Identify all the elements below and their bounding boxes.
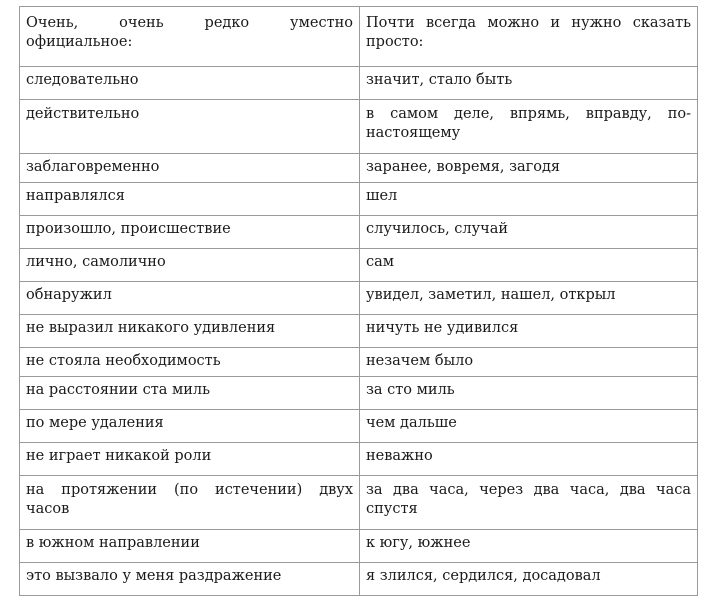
official-cell-line2: часов: [26, 501, 70, 517]
official-cell: лично, самолично: [20, 249, 360, 282]
table-row: [20, 348, 698, 377]
table-row: [20, 183, 698, 216]
table-row: [20, 249, 698, 282]
simple-cell: шел: [360, 183, 698, 216]
simple-cell: заранее, вовремя, загодя: [360, 154, 698, 183]
simple-cell: ничуть не удивился: [360, 315, 698, 348]
official-cell: следовательно: [20, 67, 360, 100]
header-simple-cell: [360, 7, 698, 67]
table-row: [20, 410, 698, 443]
official-cell: не стояла необходимость: [20, 348, 360, 377]
official-cell: заблаговременно: [20, 154, 360, 183]
header-official-cell: [20, 7, 360, 67]
simple-cell: [360, 100, 698, 154]
simple-cell-line2: настоящему: [366, 125, 461, 141]
official-cell: это вызвало у меня раздражение: [20, 563, 360, 596]
table-row: [20, 443, 698, 476]
simple-cell: незачем было: [360, 348, 698, 377]
header-official-line1: Очень, очень редко уместно: [26, 15, 353, 31]
official-cell-line1: на протяжении (по истечении) двух: [26, 482, 353, 498]
simple-cell-line1: в самом деле, впрямь, вправду, по-: [366, 106, 691, 122]
header-simple-line2: просто:: [366, 34, 424, 50]
table-row: [20, 563, 698, 596]
header-official-line2: официальное:: [26, 34, 133, 50]
table-row: [20, 530, 698, 563]
simple-cell: [360, 476, 698, 530]
simple-cell-line2: спустя: [366, 501, 418, 517]
simple-cell: случилось, случай: [360, 216, 698, 249]
official-cell: действительно: [20, 100, 360, 154]
official-cell: в южном направлении: [20, 530, 360, 563]
simple-cell: за сто миль: [360, 377, 698, 410]
table-row: [20, 476, 698, 530]
simple-cell: значит, стало быть: [360, 67, 698, 100]
simple-cell: к югу, южнее: [360, 530, 698, 563]
table-row: [20, 377, 698, 410]
official-cell: не играет никакой роли: [20, 443, 360, 476]
header-simple-line1: Почти всегда можно и нужно сказать: [366, 15, 691, 31]
simple-cell: увидел, заметил, нашел, открыл: [360, 282, 698, 315]
simple-cell: сам: [360, 249, 698, 282]
simple-cell: неважно: [360, 443, 698, 476]
official-cell: направлялся: [20, 183, 360, 216]
official-cell: по мере удаления: [20, 410, 360, 443]
official-cell: на расстоянии ста миль: [20, 377, 360, 410]
simple-cell-line1: за два часа, через два часа, два часа: [366, 482, 691, 498]
table-row: [20, 216, 698, 249]
table-row: [20, 154, 698, 183]
simple-cell: чем дальше: [360, 410, 698, 443]
table-header-row: [20, 7, 698, 67]
table-row: [20, 315, 698, 348]
official-cell: произошло, происшествие: [20, 216, 360, 249]
simple-cell: я злился, сердился, досадовал: [360, 563, 698, 596]
table-row: [20, 282, 698, 315]
official-cell: [20, 476, 360, 530]
official-cell: обнаружил: [20, 282, 360, 315]
table-row: [20, 67, 698, 100]
table-row: [20, 100, 698, 154]
vocabulary-table: [19, 6, 698, 596]
official-cell: не выразил никакого удивления: [20, 315, 360, 348]
